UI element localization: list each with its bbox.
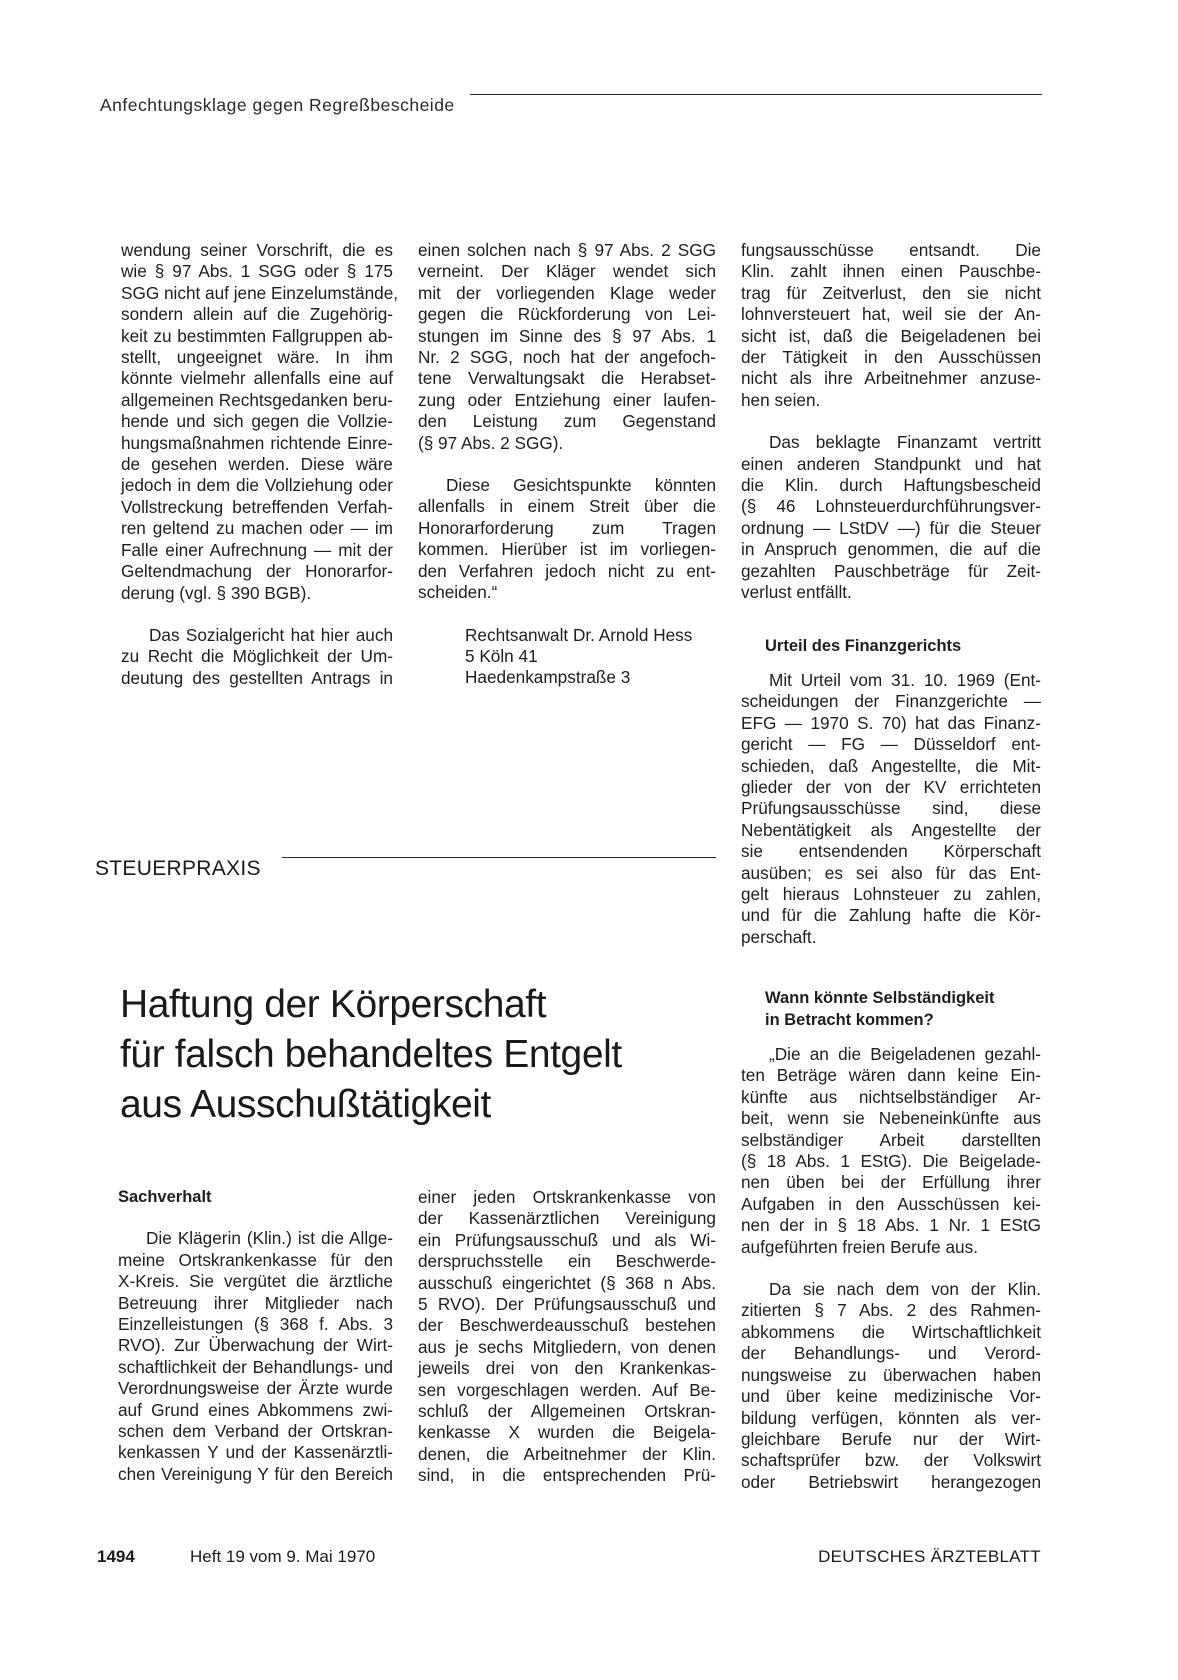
text-line: hende und sich gegen die Vollzie- <box>121 411 393 432</box>
text-line: RVO). Zur Überwachung der Wirt- <box>118 1335 393 1356</box>
text-line: verlust entfällt. <box>741 582 852 603</box>
col2-paragraph-b <box>418 475 716 603</box>
col3-paragraph-d <box>741 1044 1041 1258</box>
text-line: gegen die Rückforderung von Lei- <box>418 304 716 325</box>
text-line: glieder der von der KV errichteten <box>741 776 1041 797</box>
text-line: (§ 97 Abs. 2 SGG). <box>418 432 564 453</box>
text-line: verneint. Der Kläger wendet sich <box>418 261 716 282</box>
text-line: Da sie nach dem von der Klin. <box>769 1279 1041 1300</box>
subhead-line-2: in Betracht kommen? <box>765 1010 934 1029</box>
signature-name: Rechtsanwalt Dr. Arnold Hess <box>465 624 693 645</box>
col3-paragraph-c <box>741 670 1041 948</box>
text-line: in Anspruch genommen, die auf die <box>741 539 1041 560</box>
right-column <box>741 240 1041 1493</box>
section-rule <box>282 857 716 858</box>
text-line: Diese Gesichtspunkte könnten <box>446 475 716 496</box>
text-line: jedoch in dem die Vollziehung oder <box>121 475 393 496</box>
running-header: Anfechtungsklage gegen Regreßbescheide <box>100 95 455 115</box>
text-line: nen üben bei der Erfüllung ihrer <box>741 1172 1041 1193</box>
text-line: zung oder Entziehung einer laufen- <box>418 389 716 410</box>
text-line: chen Vereinigung Y für den Bereich <box>118 1463 393 1484</box>
text-line: Vollstreckung betreffenden Verfah- <box>121 496 393 517</box>
col3-paragraph-e <box>741 1279 1041 1493</box>
title-line-3: aus Ausschußtätigkeit <box>120 1083 491 1126</box>
author-signature <box>418 625 716 689</box>
text-line: schaftlichkeit der Behandlungs- und <box>118 1356 393 1377</box>
text-line: Honorarforderung zum Tragen <box>418 517 716 538</box>
text-line: allgemeinen Rechtsgedanken beru- <box>121 389 393 410</box>
text-line: aufgeführten freien Berufe aus. <box>741 1236 978 1257</box>
text-line: kommen. Hierüber ist im vorliegen- <box>418 539 716 560</box>
text-line: der Tätigkeit in den Ausschüssen <box>741 347 1041 368</box>
text-line: trag für Zeitverlust, den sie nicht <box>741 282 1041 303</box>
text-line: ordnung — LStDV —) für die Steuer <box>741 517 1041 538</box>
text-line: denen, die Arbeitnehmer der Klin. <box>418 1443 716 1464</box>
signature-street: Haedenkampstraße 3 <box>465 667 631 688</box>
text-line: einen anderen Standpunkt und hat <box>741 453 1041 474</box>
text-line: (§ 46 Lohnsteuerdurchführungsver- <box>741 496 1041 517</box>
text-line: sind, in die entsprechenden Prü- <box>418 1465 716 1486</box>
text-line: tene Verwaltungsakt die Herabset- <box>418 368 716 389</box>
text-line: Geltendmachung der Honorarfor- <box>121 561 393 582</box>
text-line: (§ 18 Abs. 1 EStG). Die Beigelade- <box>741 1151 1041 1172</box>
page-number: 1494 <box>97 1547 135 1566</box>
text-line: schieden, daß Angestellte, die Mit- <box>741 755 1041 776</box>
article-col2-paragraph <box>418 1187 716 1487</box>
text-line: X-Kreis. Sie vergütet die ärztliche <box>118 1271 393 1292</box>
journal-name: DEUTSCHES ÄRZTEBLATT <box>818 1547 1041 1566</box>
text-line: scheiden.“ <box>418 582 498 603</box>
text-line: gericht — FG — Düsseldorf ent- <box>741 734 1041 755</box>
signature-city: 5 Köln 41 <box>465 645 538 666</box>
text-line: „Die an die Beigeladenen gezahl- <box>769 1044 1041 1064</box>
text-line: jeweils drei von den Krankenkas- <box>418 1358 716 1379</box>
text-line: bildung verfügen, könnten als ver- <box>741 1407 1041 1428</box>
article-column-2 <box>418 1187 716 1487</box>
text-line: gelt hieraus Lohnsteuer zu zahlen, <box>741 883 1041 904</box>
text-line: Verordnungsweise der Ärzte wurde <box>118 1378 393 1399</box>
text-line: fungsausschüsse entsandt. Die <box>741 240 1041 260</box>
text-line: ren geltend zu machen oder — im <box>121 518 393 539</box>
text-line: den Verfahren jedoch nicht zu ent- <box>418 560 716 581</box>
text-line: ausschuß eingerichtet (§ 368 n Abs. <box>418 1272 716 1293</box>
text-line: mit der vorliegenden Klage weder <box>418 282 716 303</box>
text-line: nicht als ihre Arbeitnehmer anzuse- <box>741 368 1041 389</box>
article-col1-paragraph <box>118 1228 393 1485</box>
header-rule <box>470 94 1042 95</box>
text-line: schluß der Allgemeinen Ortskran- <box>418 1401 716 1422</box>
issue-info: Heft 19 vom 9. Mai 1970 <box>190 1547 376 1566</box>
text-line: Die Klägerin (Klin.) ist die Allge- <box>146 1228 393 1249</box>
text-line: Nr. 2 SGG, noch hat der angefoch- <box>418 347 716 368</box>
text-line: abkommens die Wirtschaftlichkeit <box>741 1321 1041 1342</box>
text-line: selbständiger Arbeit darstellten <box>741 1129 1041 1150</box>
text-line: derspruchsstelle ein Beschwerde- <box>418 1251 716 1272</box>
text-line: könnte vielmehr allenfalls eine auf <box>121 368 393 389</box>
text-line: nen der in § 18 Abs. 1 Nr. 1 EStG <box>741 1215 1041 1236</box>
text-line: keit zu bestimmten Fallgruppen ab- <box>121 325 393 346</box>
text-line: einen solchen nach § 97 Abs. 2 SGG <box>418 240 716 260</box>
text-line: sen vorgeschlagen werden. Auf Be- <box>418 1379 716 1400</box>
text-line: der Kassenärztlichen Vereinigung <box>418 1208 716 1229</box>
text-line: einer jeden Ortskrankenkasse von <box>418 1187 716 1207</box>
text-line: schaftsprüfer bzw. der Volkswirt <box>741 1450 1041 1471</box>
text-line: gleichbare Berufe nur der Wirt- <box>741 1428 1041 1449</box>
col2-paragraph-a <box>418 240 716 454</box>
text-line: nungsweise zu überwachen haben <box>741 1364 1041 1385</box>
text-line: oder Betriebswirt herangezogen <box>741 1471 1041 1492</box>
article-column-1 <box>118 1187 393 1485</box>
text-line: 5 RVO). Der Prüfungsausschuß und <box>418 1294 716 1315</box>
text-line: meine Ortskrankenkasse für den <box>118 1249 393 1270</box>
text-line: perschaft. <box>741 926 817 947</box>
subhead-line-1: Wann könnte Selbständigkeit <box>765 989 995 1008</box>
text-line: aus je sechs Mitgliedern, von denen <box>418 1336 716 1357</box>
text-line: ein Prüfungsausschuß und als Wi- <box>418 1229 716 1250</box>
text-line: gezahlten Pauschbeträge für Zeit- <box>741 560 1041 581</box>
text-line: wie § 97 Abs. 1 SGG oder § 175 <box>121 261 393 282</box>
text-line: auf Grund eines Abkommens zwi- <box>118 1399 393 1420</box>
title-line-2: für falsch behandeltes Entgelt <box>120 1033 622 1076</box>
text-line: und für die Zahlung hafte die Kör- <box>741 905 1041 926</box>
text-line: SGG nicht auf jene Einzelumstände, <box>121 282 399 303</box>
text-line: zitierten § 7 Abs. 2 des Rahmen- <box>741 1300 1041 1321</box>
text-line: sicht ist, daß die Beigeladenen bei <box>741 325 1041 346</box>
text-line: Aufgaben in den Ausschüssen kei- <box>741 1193 1041 1214</box>
text-line: Das Sozialgericht hat hier auch <box>149 624 393 645</box>
text-line: Prüfungsausschüsse sind, diese <box>741 798 1041 819</box>
text-line: scheidungen der Finanzgerichte — <box>741 691 1041 712</box>
text-line: den Leistung zum Gegenstand <box>418 411 716 432</box>
col3-paragraph-a <box>741 240 1041 411</box>
text-line: Nebentätigkeit als Angestellte der <box>741 819 1041 840</box>
text-line: Das beklagte Finanzamt vertritt <box>769 432 1041 453</box>
text-line: die Klin. durch Haftungsbescheid <box>741 475 1041 496</box>
text-line: Betreuung ihrer Mitglieder nach <box>118 1292 393 1313</box>
text-line: lohnversteuert hat, weil sie der An- <box>741 304 1041 325</box>
col1-paragraph-a <box>121 240 399 604</box>
text-line: und über keine medizinische Vor- <box>741 1386 1041 1407</box>
text-line: ten Beträge wären dann keine Ein- <box>741 1065 1041 1086</box>
article-title <box>120 980 720 1130</box>
text-line: hungsmaßnahmen richtende Einre- <box>121 432 393 453</box>
text-line: derung (vgl. § 390 BGB). <box>121 582 312 603</box>
section-label: STEUERPRAXIS <box>95 857 261 880</box>
title-line-1: Haftung der Körperschaft <box>120 983 547 1026</box>
text-line: allenfalls in einem Streit über die <box>418 496 716 517</box>
text-line: stungen im Sinne des § 97 Abs. 1 <box>418 325 716 346</box>
subhead-selbstaendigkeit <box>741 988 1041 1031</box>
text-line: sondern allein auf die Zugehörig- <box>121 304 393 325</box>
text-line: Einzelleistungen (§ 368 f. Abs. 3 <box>118 1314 393 1335</box>
col1-paragraph-b <box>121 625 393 689</box>
top-column-1 <box>121 240 399 689</box>
text-line: schen dem Verband der Ortskran- <box>118 1421 393 1442</box>
text-line: kenkassen Y und der Kassenärztli- <box>118 1442 393 1463</box>
text-line: sie entsendenden Körperschaft <box>741 841 1041 862</box>
text-line: beit, wenn sie Nebeneinkünfte aus <box>741 1108 1041 1129</box>
col3-paragraph-b <box>741 432 1041 603</box>
text-line: Falle einer Aufrechnung — mit der <box>121 539 393 560</box>
text-line: kenkasse X wurden die Beigela- <box>418 1422 716 1443</box>
text-line: der Behandlungs- und Verord- <box>741 1343 1041 1364</box>
text-line: de gesehen werden. Diese wäre <box>121 454 393 475</box>
text-line: EFG — 1970 S. 70) hat das Finanz- <box>741 712 1041 733</box>
text-line: zu Recht die Möglichkeit der Um- <box>121 646 393 667</box>
text-line: Mit Urteil vom 31. 10. 1969 (Ent- <box>769 669 1041 690</box>
text-line: deutung des gestellten Antrags in <box>121 667 393 688</box>
text-line: Klin. zahlt ihnen einen Pauschbe- <box>741 261 1041 282</box>
subhead-urteil: Urteil des Finanzgerichts <box>765 636 962 655</box>
text-line: künfte aus nichtselbständiger Ar- <box>741 1086 1041 1107</box>
text-line: der Beschwerdeausschuß bestehen <box>418 1315 716 1336</box>
text-line: stellt, ungeeignet wäre. In ihm <box>121 347 393 368</box>
text-line: hen seien. <box>741 389 821 410</box>
top-column-2 <box>418 240 716 689</box>
text-line: ausüben; es sei also für das Ent- <box>741 862 1041 883</box>
subhead-sachverhalt: Sachverhalt <box>118 1188 212 1206</box>
text-line: wendung seiner Vorschrift, die es <box>121 240 393 260</box>
